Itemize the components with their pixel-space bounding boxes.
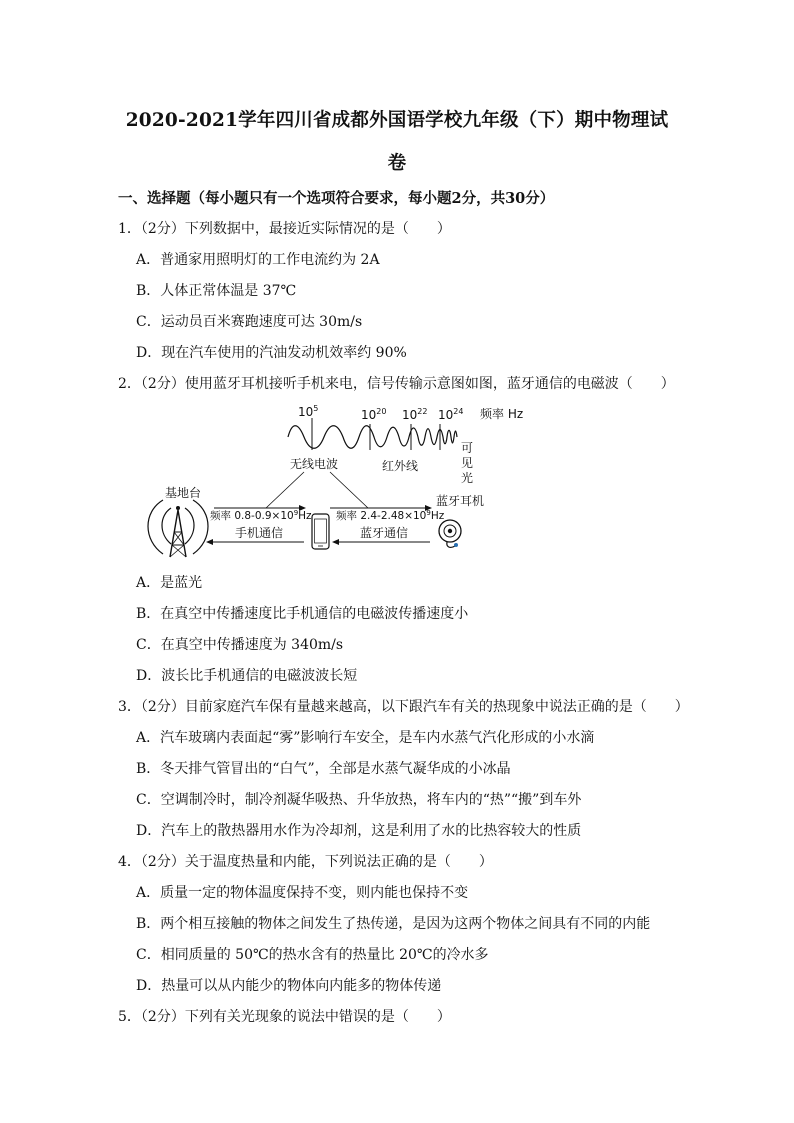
question-3-option-d: D．汽车上的散热器用水作为冷却剂，这是利用了水的比热容较大的性质 <box>136 823 582 839</box>
bluetooth-headset-label: 蓝牙耳机 <box>436 494 485 508</box>
question-2-stem: 2．（2分）使用蓝牙耳机接听手机来电，信号传输示意图如图，蓝牙通信的电磁波（ ） <box>118 376 675 392</box>
tick-label-3: $10^{22}$ <box>402 407 428 422</box>
phone-frequency-label: 频率 $0.8-0.9\times 10^9Hz$ <box>210 509 312 522</box>
mobile-phone-icon <box>312 514 329 549</box>
tick-label-2: $10^{20}$ <box>361 407 387 422</box>
bluetooth-frequency-label: 频率 $2.4-2.48\times 10^9Hz$ <box>336 509 445 522</box>
question-4-option-a: A．质量一定的物体温度保持不变，则内能也保持不变 <box>136 885 469 901</box>
base-station-label: 基地台 <box>165 486 202 500</box>
question-4-option-c: C．相同质量的 50℃的热水含有的热量比 20℃的冷水多 <box>136 947 489 963</box>
visible-light-char-3: 光 <box>461 471 474 485</box>
infrared-label: 红外线 <box>382 459 419 473</box>
frequency-axis-label: 频率 Hz <box>480 407 524 421</box>
question-1-option-b: B．人体正常体温是 37℃ <box>136 283 297 299</box>
question-3-option-b: B．冬天排气管冒出的“白气”，全部是水蒸气凝华成的小冰晶 <box>136 761 511 777</box>
radio-connector-right <box>330 472 368 508</box>
em-spectrum-wave <box>288 426 457 449</box>
question-1-stem: 1．（2分）下列数据中，最接近实际情况的是（ ） <box>118 221 451 237</box>
question-3-stem: 3．（2分）目前家庭汽车保有量越来越高，以下跟汽车有关的热现象中说法正确的是（ ） <box>118 699 689 715</box>
question-1-option-a: A．普通家用照明灯的工作电流约为 2A <box>136 252 380 268</box>
phone-communication-label: 手机通信 <box>235 526 284 540</box>
visible-light-char-1: 可 <box>461 441 474 455</box>
signal-transmission-diagram <box>130 398 524 560</box>
question-5-stem: 5．（2分）下列有关光现象的说法中错误的是（ ） <box>118 1009 451 1025</box>
question-4-stem: 4．（2分）关于温度热量和内能，下列说法正确的是（ ） <box>118 854 493 870</box>
tick-label-4: $10^{24}$ <box>438 407 464 422</box>
radio-wave-label: 无线电波 <box>290 457 339 471</box>
tick-label-1: $10^5$ <box>298 404 319 419</box>
question-3-option-c: C．空调制冷时，制冷剂凝华吸热、升华放热，将车内的“热”“搬”到车外 <box>136 792 582 808</box>
question-2-option-b: B．在真空中传播速度比手机通信的电磁波传播速度小 <box>136 606 469 622</box>
bluetooth-communication-label: 蓝牙通信 <box>360 526 409 540</box>
base-station-icon <box>148 500 208 557</box>
exam-title-line1: 2020-2021学年四川省成都外国语学校九年级（下）期中物理试 <box>125 110 669 131</box>
exam-title-line2: 卷 <box>387 153 407 174</box>
question-2-option-a: A．是蓝光 <box>136 575 203 591</box>
question-1-option-d: D．现在汽车使用的汽油发动机效率约 90% <box>136 345 407 361</box>
question-2-option-c: C．在真空中传播速度为 340m/s <box>136 637 344 653</box>
phone-link-arrowhead-left <box>206 539 213 545</box>
section-heading-choice: 一、选择题（每小题只有一个选项符合要求，每小题2分，共30分） <box>118 190 555 207</box>
visible-light-char-2: 见 <box>461 456 474 470</box>
question-4-option-b: B．两个相互接触的物体之间发生了热传递，是因为这两个物体之间具有不同的内能 <box>136 916 651 932</box>
bt-link-arrowhead-left <box>332 539 339 545</box>
question-4-option-d: D．热量可以从内能少的物体向内能多的物体传递 <box>136 978 442 994</box>
question-3-option-a: A．汽车玻璃内表面起“雾”影响行车安全，是车内水蒸气汽化形成的小水滴 <box>136 730 595 746</box>
question-1-option-c: C．运动员百米赛跑速度可达 30m/s <box>136 314 363 330</box>
bluetooth-headset-icon <box>439 520 461 547</box>
question-2-option-d: D．波长比手机通信的电磁波波长短 <box>136 668 358 684</box>
radio-connector-left <box>266 472 304 508</box>
